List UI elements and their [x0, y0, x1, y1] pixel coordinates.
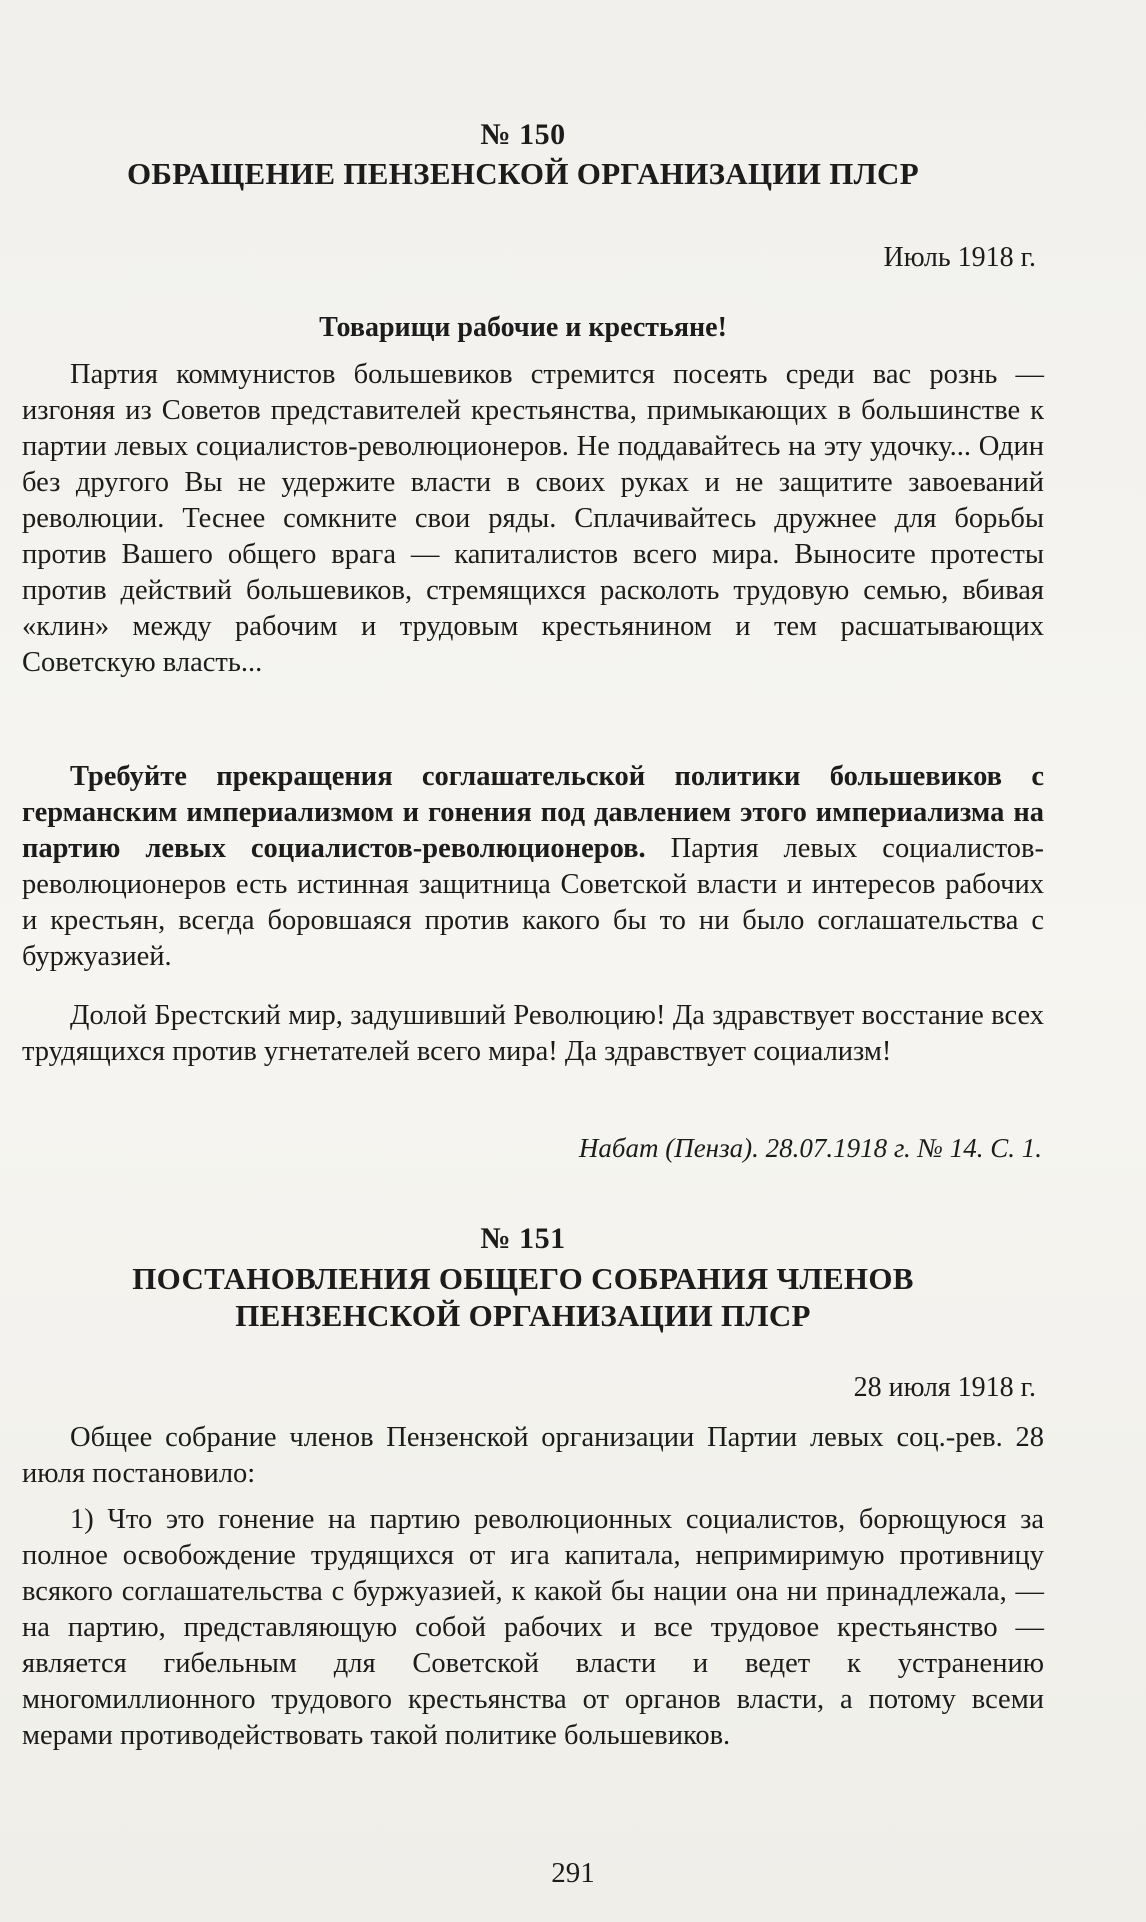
document-title-151-line1: ПОСТАНОВЛЕНИЯ ОБЩЕГО СОБРАНИЯ ЧЛЕНОВ — [132, 1261, 914, 1296]
paragraph-150-1: Партия коммунистов большевиков стремится посеять среди вас рознь — изгоняя из Советов представителей крестьянства, примыкающих в большинстве к партии левых социалистов-революционеров. Не поддавайтесь на эту удочку... Один без другого Вы не удержите власти в своих руках и не защитите завоеваний революции. Теснее сомкните свои ряды. Сплачивайтесь дружнее для борьбы против Вашего общего врага — капиталистов всего мира. Выносите протесты против действий большевиков, стремящихся расколоть трудовую семью, вбивая «клин» между рабочим и трудовым крестьянином и тем расшатывающих Советскую власть... — [22, 359, 1044, 678]
paragraph-151-1: Общее собрание членов Пензенской организации Партии левых соц.-рев. 28 июля постановило: — [22, 1422, 1044, 1489]
paragraph-150-3: Долой Брестский мир, задушивший Революцию! Да здравствует восстание всех трудящихся против угнетателей всего мира! Да здравствует социализм! — [22, 1000, 1044, 1067]
paragraph-150-2-rest: Партия левых социалистов-революционеров есть истинная защитница Советской власти и интересов рабочих и крестьян, всегда боровшаяся против какого бы то ни было соглашательства с буржуазией. — [22, 833, 1044, 972]
document-title-151-line2: ПЕНЗЕНСКОЙ ОРГАНИЗАЦИИ ПЛСР — [235, 1298, 811, 1333]
document-number-151: № 151 — [480, 1222, 566, 1255]
source-citation-150: Набат (Пенза). 28.07.1918 г. № 14. С. 1. — [578, 1133, 1042, 1163]
document-title-150: ОБРАЩЕНИЕ ПЕНЗЕНСКОЙ ОРГАНИЗАЦИИ ПЛСР — [127, 156, 919, 191]
paragraph-150-2 — [22, 759, 1044, 975]
page-number: 291 — [551, 1857, 595, 1889]
salutation: Товарищи рабочие и крестьяне! — [319, 312, 727, 343]
document-date-150: Июль 1918 г. — [883, 242, 1036, 273]
document-date-151: 28 июля 1918 г. — [853, 1372, 1036, 1403]
paragraph-151-2: 1) Что это гонение на партию революционных социалистов, борющуюся за полное освобождение трудящихся от ига капитала, непримиримую противницу всякого соглашательства с буржуазией, к какой бы нации она ни принадлежала, — на партию, представляющую собой рабочих и все трудовое крестьянство — является гибельным для Советской власти и ведет к устранению многомиллионного трудового крестьянства от органов власти, а потому всеми мерами противодействовать такой политике большевиков. — [22, 1504, 1044, 1751]
paragraph-150-2-bold: Требуйте прекращения соглашательской политики большевиков с германским империализмом и гонения под давлением этого империализма на партию левых социалистов-революционеров. — [22, 761, 1044, 864]
document-number-150: № 150 — [480, 118, 566, 151]
